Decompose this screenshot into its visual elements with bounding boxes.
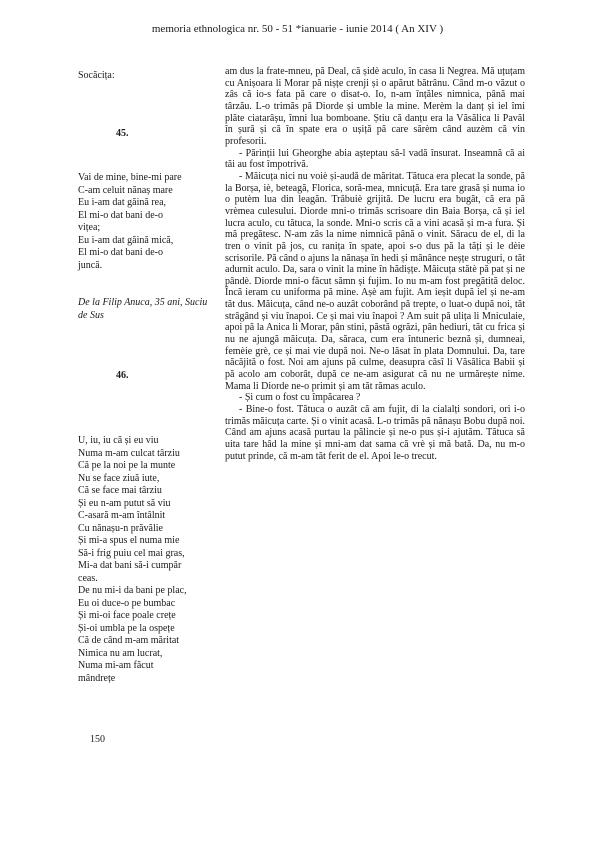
verse-line: Și-oi umbla pe la ospețe (78, 622, 175, 634)
verse-line: Mi-a dat bani să-i cumpăr (78, 560, 182, 571)
page-number: 150 (90, 734, 105, 745)
verse-line: Și eu n-am putut să viu (78, 497, 171, 509)
verse-line: juncă. (78, 259, 103, 271)
verse-line: Eu i-am dat găină rea, (78, 197, 167, 208)
paragraph: - Măicuța nici nu voiè și-audă de măritat. Tătuca era plecat la sonde, pă la Borșa, iè, beteagă, Florica, soră-mea, mnicuță. Era tare grasă și numa io o putèm lua din leagăn. Trăbuiè grijită. De lucru era bugăt, că era pă vrèmea culesului. Diorde mni-o trimăs scrisoare din Baia Borșa, că și iel lucra aculo, cu tătuca, la sonde. Mni-o scris că a vini acasă și m-a fura. Și mă pregătesc. N-am zâs la nime nimnică până o vinit. Săracu de el, di la tren o vinit pă jos, cu ranița în spate, apoi s-o dus pă la tăți și le dèie scrisorile. Pă când o ajuns la nănașa în hedi și mânânce neșțe struguri, o tăt adurnit aculo. Da, sara o vinit la mine în hădișțe. Măicuța stătè pă pat și ne pândè. Diorde mni-o făcut sămn și fujim. Io nu m-am fost pregătită deloc. Încă ieram cu uniforma pă mine. Așè am fujit. Am ieșit după iel și ne-am tăt dus. Măicuța, când ne-o auzât coborând pă trepte, o luat-o după noi, tăt strâgând și viu înapoi. Ce și mai viu înapoi ? Am suit pă ulița li Mniculaie, apoi pă la Anica li Morar, pân stini, păstă ogrăzi, pân hediuri, tăt cu frica și nu ne ajungă măicuța. Da, săraca, cum era întuneric beznă și, dumneai, femèie grè, ce și mai vie după noi. Ne-o lăsat în plata Domnului. Da, tare năcăjită o fost. Noi am ajuns pă culme, deasupra căsî li Văsălica Babii și pă acolo am coborât, după ce ne-am asigurat că nu ne urmărește nime. Mama li Diorde ne-o primit și am tăt rămas aculo. (225, 170, 525, 392)
verse-line: U, iu, iu că și eu viu (78, 435, 159, 446)
running-header (0, 23, 595, 36)
song-number-45: 45. (116, 128, 129, 139)
verse-line: mândrețe (78, 672, 116, 684)
verse-line: El mi-o dat bani de-o (78, 247, 163, 258)
verse-line: Numa mi-am făcut (78, 660, 154, 671)
verse-line: vițea; (78, 222, 101, 233)
verse-line: Și mi-oi face poale crețe (78, 610, 176, 621)
header-title: memoria ethnologica nr. 50 - 51 *ianuarie - iunie 2014 ( An XIV ) (151, 23, 444, 35)
song-number-46: 46. (116, 370, 129, 381)
speaker-label: Socăcița: (78, 70, 115, 81)
song-46-verses (78, 435, 208, 685)
paragraph: - Părinții lui Gheorghe abia așteptau să-l vadă însurat. Inseamnă că ai tăi au fost împotrivă. (225, 147, 525, 171)
verse-line: Că pe la noi pe la munte (78, 460, 176, 471)
verse-line: Eu oi duce-o pe bumbac (78, 597, 176, 609)
verse-line: Eu i-am dat găină mică, (78, 234, 174, 246)
paragraph: am dus la frate-mneu, pă Deal, că șidè aculo, în casa li Negrea. Mă uțuțam cu Anișoara li Morar pă nișțe crenji și o apărut bătrânu. Când m-o văzut o zâs că io-s fata pă care o disat-o. Io, n-am înțăles nimnica, până mai târzău. L-o trimăs pă Diorde și umble la mine. Merèm la danț și iel îmi plăte ciatarâșu, îmni lua bomboane. Știu că danțu era la Văsălica li Pavăl în șură și că în spate era o ușiță pă care sărèm când auzèm că vin profesorii. (225, 66, 525, 147)
verse-line: Că se face mai târziu (78, 485, 162, 496)
paragraph: - Și cum o fost cu împăcarea ? (239, 392, 361, 404)
verse-line: Cu nănașu-n prăvălie (78, 522, 163, 534)
verse-line: Că de când m-am măritat (78, 635, 180, 646)
verse-line: Să-i frig puiu cel mai gras, (78, 547, 185, 559)
song-45-verses (78, 172, 208, 272)
song-45-source: De la Filip Anuca, 35 ani, Suciu de Sus (78, 297, 208, 321)
right-column (225, 66, 525, 462)
verse-line: El mi-o dat bani de-o (78, 209, 163, 221)
verse-line: Și mi-a spus el numa mie (78, 535, 180, 546)
verse-line: Vai de mine, bine-mi pare (78, 172, 182, 183)
verse-line: C-asară m-am întâlnit (78, 510, 166, 521)
verse-line: ceas. (78, 572, 98, 584)
paragraph: - Bine-o fost. Tătuca o auzât că am fujit, di la cialalți sondori, ori i-o trimăs măicuța carte. Și o vinit acasă. L-o trimăs pă nănașu Bobu după noi. Când am ajuns acasă purtau la pălincie și ne-o pus și-i ajutăm. Tătuca să uita tare hâd la mine și mni-am dat sama că vrè și mă bată. Da, nu m-o putut prinde, că m-am tăt ferit de el. Apoi le-o trecut. (225, 404, 525, 462)
verse-line: Numa m-am culcat târziu (78, 447, 180, 459)
verse-line: Nu se face ziuă iute, (78, 472, 160, 484)
verse-line: C-am celuit nănaș mare (78, 184, 173, 196)
verse-line: Nimica nu am lucrat, (78, 647, 163, 659)
verse-line: De nu mi-i da bani pe plac, (78, 585, 187, 596)
